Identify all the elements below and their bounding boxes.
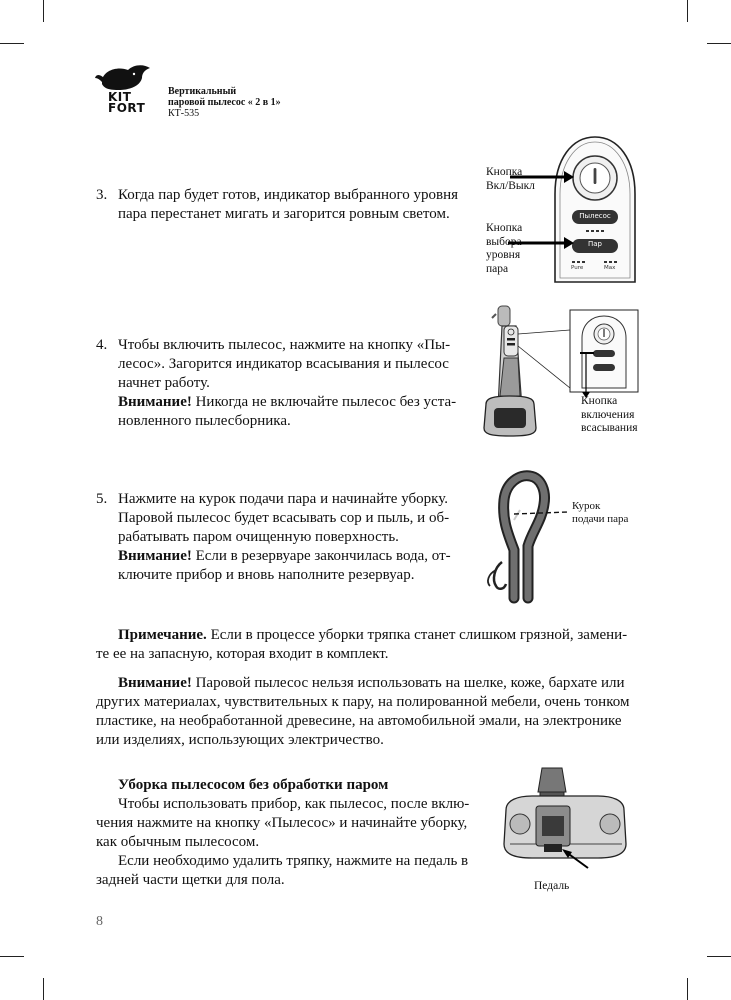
page-number: 8 (96, 914, 103, 929)
label-line: подачи пара (572, 512, 629, 525)
header-title-line1: Вертикальный (168, 86, 237, 97)
section-text-line: как обычным пылесосом. (96, 834, 260, 850)
logo-line-kit: KIT (108, 90, 132, 104)
note-text: Если в процессе уборки тряпка станет слишком грязной, замени- (206, 627, 628, 643)
step-warning (118, 547, 451, 566)
warning-text: или изделиях, использующих электричество. (96, 732, 384, 748)
logo-text (108, 92, 145, 114)
step-4 (96, 336, 456, 431)
label-line: уровня (486, 249, 521, 261)
section-text-line: задней части щетки для пола. (96, 872, 285, 888)
indicator-max-label: Max (604, 265, 616, 271)
step-text-line: рабатывать паром очищенную поверхность. (118, 529, 399, 545)
warning-label: Внимание! (118, 394, 192, 410)
section-text-line: чения нажмите на кнопку «Пылесос» и начинайте уборку, (96, 815, 468, 831)
label-line: выбора (486, 235, 522, 248)
step-text-line: новленного пылесборника. (118, 413, 291, 429)
step-5 (96, 490, 451, 585)
note-text: те ее на запасную, которая входит в комплект. (96, 646, 389, 662)
label-power-button (486, 166, 535, 193)
step-text-line: Когда пар будет готов, индикатор выбранного уровня (118, 187, 459, 203)
label-line: всасывания (581, 422, 638, 434)
section-text-line: Чтобы использовать прибор, как пылесос, после вклю- (118, 796, 470, 812)
step-text-line: начнет работу. (118, 375, 210, 391)
label-line: включения (581, 408, 635, 421)
header-title-line2: паровой пылесос « 2 в 1» (168, 97, 281, 108)
crop-mark (707, 956, 731, 957)
label-line: Кнопка (581, 395, 618, 407)
label-steam-trigger (572, 500, 628, 525)
label-line: Кнопка (486, 166, 523, 178)
crop-mark (707, 43, 731, 44)
warning-label: Внимание! (118, 548, 192, 564)
crop-mark (687, 978, 688, 1000)
warning-text: Если в резервуаре закончилась вода, от- (191, 548, 451, 564)
indicator-pure-label: Pure (571, 265, 584, 271)
steam-trigger-illustration (484, 470, 580, 602)
crop-mark (0, 43, 24, 44)
crop-mark (687, 0, 688, 22)
floor-brush-illustration (502, 766, 630, 876)
section-text-line: Если необходимо удалить тряпку, нажмите на педаль в (118, 853, 469, 869)
warning-paragraph (96, 674, 641, 750)
note-label: Примечание. (118, 627, 207, 643)
label-pedal: Педаль (534, 880, 570, 892)
step-number: 3. (96, 187, 108, 203)
crop-mark (0, 956, 24, 957)
warning-text: пластике, на необработанной древесине, на автомобильной эмали, на электронике (96, 713, 622, 729)
label-steam-button (486, 222, 522, 276)
label-line: Курок (572, 500, 601, 512)
crop-mark (43, 978, 44, 1000)
step-number: 5. (96, 491, 108, 507)
label-vacuum-button (581, 395, 638, 436)
crop-mark (43, 0, 44, 22)
warning-text: Паровой пылесос нельзя использовать на шелке, коже, бархате или (191, 675, 625, 691)
step-text-line: Нажмите на курок подачи пара и начинайте уборку. (118, 491, 448, 507)
step-number: 4. (96, 337, 108, 353)
logo-line-fort: FORT (108, 101, 146, 115)
step-3 (96, 186, 458, 224)
warning-text: других материалах, чувствительных к пару, на полированной мебели, очень тонком (96, 694, 630, 710)
step-text-line: Чтобы включить пылесос, нажмите на кнопку «Пы- (118, 337, 451, 353)
step-text-line: лесос». Загорится индикатор всасывания и пылесос (118, 356, 449, 372)
label-line: Кнопка (486, 222, 523, 234)
steam-button: Пар (588, 240, 602, 248)
vacuum-button: Пылесос (579, 212, 611, 220)
document-header (168, 86, 281, 119)
section-vacuum-only (96, 776, 486, 890)
step-warning (118, 393, 456, 412)
label-line: пара (486, 262, 509, 275)
note-paragraph (96, 626, 641, 664)
header-model: КТ-535 (168, 108, 200, 119)
warning-text: Никогда не включайте пылесос без уста- (191, 394, 457, 410)
step-text-line: Паровой пылесос будет всасывать сор и пыль, и об- (118, 510, 450, 526)
step-text-line: пара перестанет мигать и загорится ровным светом. (118, 206, 450, 222)
warning-label: Внимание! (118, 675, 192, 691)
section-title: Уборка пылесосом без обработки паром (118, 777, 389, 793)
control-panel-illustration (550, 134, 640, 284)
label-line: Вкл/Выкл (486, 179, 535, 192)
step-text-line: ключите прибор и вновь наполните резервуар. (118, 567, 415, 583)
